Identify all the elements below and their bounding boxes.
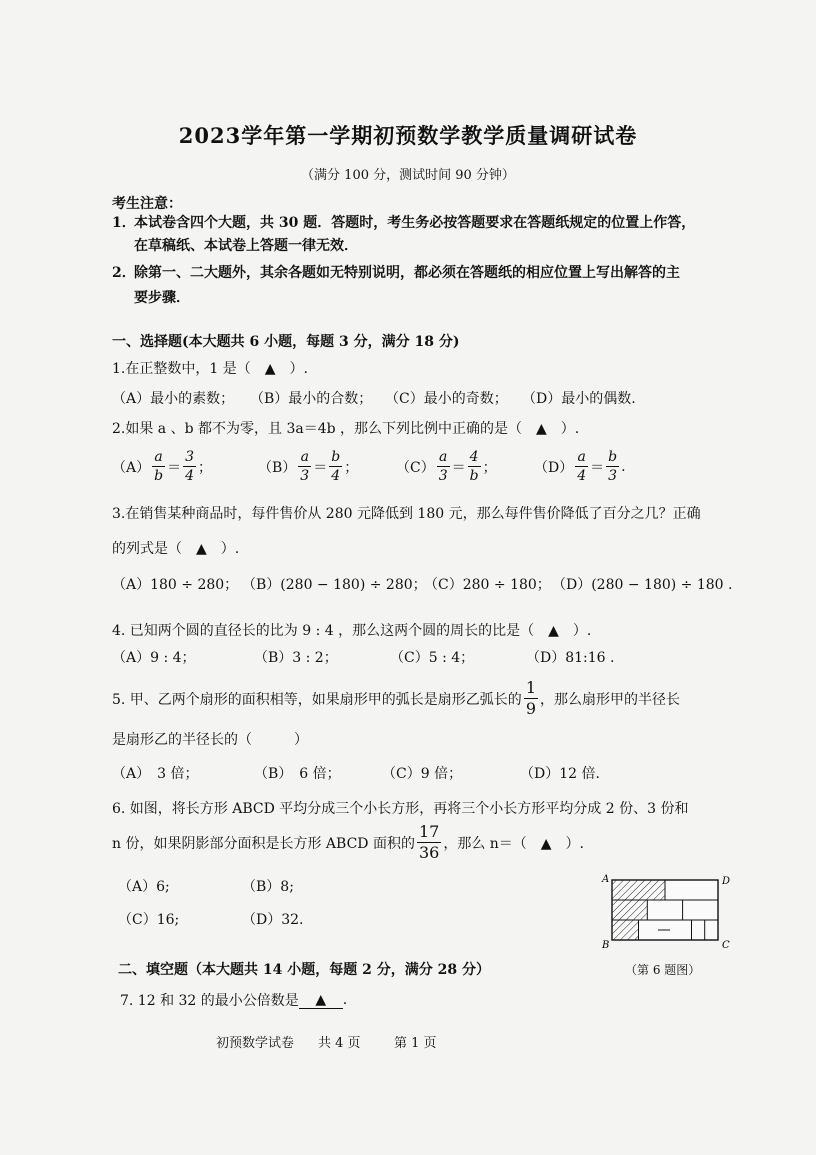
q3-line-1: 3.在销售某种商品时，每件售价从 280 元降低到 180 元，那么每件售价降低了百分之几？正确 xyxy=(112,506,701,522)
q5-option-c: （C）9 倍； xyxy=(382,766,463,782)
vertex-a: A xyxy=(602,874,610,885)
q2-b-rd: 4 xyxy=(331,468,341,484)
q2-c-left-fraction xyxy=(437,450,450,483)
notice-item-2-line2: 要步骤． xyxy=(134,290,190,306)
footer-paper-name: 初预数学试卷 xyxy=(216,1036,295,1051)
shaded-top-half xyxy=(612,880,665,900)
q2-b-ln: a xyxy=(300,449,309,465)
q7-end: . xyxy=(342,992,348,1008)
q6-line-2 xyxy=(112,824,584,861)
q7-stem: 7. 12 和 32 的最小公倍数是 xyxy=(120,993,299,1009)
q6-post: ，那么 n＝（ ▲ ）. xyxy=(443,835,585,852)
q5-line-1 xyxy=(112,680,680,717)
q2-a-right-fraction xyxy=(183,450,196,483)
q2-d-rn: b xyxy=(608,449,618,465)
q1-option-c: （C）最小的奇数； xyxy=(385,391,508,407)
q5-pre: 5. 甲、乙两个扇形的面积相等，如果扇形甲的弧长是扇形乙弧长的 xyxy=(112,691,522,708)
q2-b-equals: ＝ xyxy=(313,459,328,476)
footer-page-number: 第 1 页 xyxy=(394,1036,437,1051)
q6-fraction xyxy=(417,824,441,861)
page-subtitle: （满分 100 分，测试时间 90 分钟） xyxy=(301,168,515,183)
q5-post: ，那么扇形甲的半径长 xyxy=(540,691,680,708)
q2-a-end: ； xyxy=(198,459,213,476)
q7 xyxy=(120,990,347,1010)
q2-c-ld: 3 xyxy=(438,468,448,484)
vertex-d: D xyxy=(722,876,731,887)
q5-option-b: （B） 6 倍； xyxy=(254,766,341,782)
q2-b-ld: 3 xyxy=(300,468,310,484)
q6-figure-caption: （第 6 题图） xyxy=(625,963,701,977)
q2-c-end: ； xyxy=(482,459,497,476)
q2-option-b xyxy=(258,450,358,483)
q2-d-left-fraction xyxy=(575,450,588,483)
section-1-heading: 一、选择题(本大题共 6 小题，每题 3 分，满分 18 分) xyxy=(112,334,460,350)
q3-option-d: （D）(280 − 180) ÷ 180 . xyxy=(552,577,733,593)
q2-c-ln: a xyxy=(439,449,448,465)
q2-option-c-label: （C） xyxy=(396,459,435,476)
q2-option-c xyxy=(396,450,497,483)
vertex-b: B xyxy=(602,940,610,950)
notice-item-1-line2: 在草稿纸、本试卷上答题一律无效． xyxy=(134,238,358,254)
q2-b-end: ； xyxy=(344,459,359,476)
q1-option-b: （B）最小的合数； xyxy=(250,391,373,407)
shaded-bottom-part xyxy=(612,920,639,940)
notice-item-2-line1: 除第一、二大题外，其余各题如无特别说明，都必须在答题纸的相应位置上写出解答的主 xyxy=(134,265,680,281)
q6-option-c: （C）16; xyxy=(118,912,180,928)
q1-option-a: （A）最小的素数； xyxy=(112,391,235,407)
q4-option-a: （A）9 : 4； xyxy=(112,650,196,666)
q2-a-left-fraction xyxy=(152,450,165,483)
q3-option-b: （B）(280 − 180) ÷ 280； xyxy=(242,577,427,593)
q6-pre: n 份，如果阴影部分面积是长方形 ABCD 面积的 xyxy=(112,835,415,852)
q2-d-end: . xyxy=(621,458,626,475)
q7-answer-blank: ▲ xyxy=(299,992,343,1009)
notice-item-2-num: 2． xyxy=(112,265,136,281)
q2-c-equals: ＝ xyxy=(451,459,466,476)
q4-option-d: （D）81:16 . xyxy=(526,650,615,666)
q3-option-c: （C）280 ÷ 180； xyxy=(424,577,551,593)
q2-option-a-label: （A） xyxy=(112,459,151,476)
q2-option-a xyxy=(112,450,212,483)
q1-option-d: （D）最小的偶数. xyxy=(522,391,636,407)
q2-c-right-fraction xyxy=(468,450,481,483)
q6-line-1: 6. 如图，将长方形 ABCD 平均分成三个小长方形，再将三个小长方形平均分成 2 份、3 份和 xyxy=(112,801,689,817)
q6-option-b: （B）8; xyxy=(242,879,294,895)
section-2-heading: 二、填空题（本大题共 14 小题，每题 2 分，满分 28 分） xyxy=(118,962,490,978)
footer-total-pages: 共 4 页 xyxy=(318,1036,361,1051)
q6-figure xyxy=(598,870,738,950)
q5-line-2: 是扇形乙的半径长的（ ） xyxy=(112,732,308,748)
q2-b-rn: b xyxy=(331,449,341,465)
q6-fd: 36 xyxy=(418,843,440,862)
q2-option-b-label: （B） xyxy=(258,459,297,476)
q2-a-ld: b xyxy=(154,468,164,484)
q5-option-a: （A） 3 倍； xyxy=(112,766,199,782)
q2-option-d xyxy=(534,450,626,483)
q5-fraction xyxy=(524,680,538,717)
q6-fn: 17 xyxy=(418,822,440,841)
notice-heading: 考生注意： xyxy=(112,196,182,212)
q2-stem: 2.如果 a 、b 都不为零，且 3a＝4b ，那么下列比例中正确的是（ ▲ ）. xyxy=(112,421,580,437)
q2-a-rd: 4 xyxy=(185,468,195,484)
q2-d-ld: 4 xyxy=(577,468,587,484)
q2-a-equals: ＝ xyxy=(167,459,182,476)
vertex-c: C xyxy=(722,940,730,950)
q6-option-a: （A）6; xyxy=(118,879,170,895)
q6-option-d: （D）32. xyxy=(242,912,304,928)
notice-item-1-num: 1． xyxy=(112,215,136,231)
q2-b-left-fraction xyxy=(298,450,311,483)
q2-a-rn: 3 xyxy=(185,449,195,465)
q1-stem: 1.在正整数中，1 是（ ▲ ）. xyxy=(112,361,308,377)
q3-line-2: 的列式是（ ▲ ）. xyxy=(112,541,240,557)
q2-d-equals: ＝ xyxy=(590,459,605,476)
q4-option-b: （B）3 : 2； xyxy=(254,650,338,666)
q4-stem: 4. 已知两个圆的直径长的比为 9 : 4 ，那么这两个圆的周长的比是（ ▲ ）. xyxy=(112,623,592,639)
shaded-middle-third xyxy=(612,900,647,920)
q4-option-c: （C）5 : 4； xyxy=(390,650,475,666)
q2-c-rn: 4 xyxy=(469,449,479,465)
q3-option-a: （A）180 ÷ 280； xyxy=(112,577,239,593)
q2-d-ln: a xyxy=(577,449,586,465)
q2-option-d-label: （D） xyxy=(534,459,574,476)
q2-d-rd: 3 xyxy=(608,468,618,484)
q2-a-ln: a xyxy=(154,449,163,465)
q5-fd: 9 xyxy=(525,699,536,718)
q2-d-right-fraction xyxy=(606,450,619,483)
q2-b-right-fraction xyxy=(329,450,342,483)
q5-fn: 1 xyxy=(525,678,536,697)
q5-option-d: （D）12 倍. xyxy=(520,766,600,782)
q2-c-rd: b xyxy=(469,468,479,484)
page-title: 2023学年第一学期初预数学教学质量调研试卷 xyxy=(178,123,638,148)
notice-item-1-line1: 本试卷含四个大题，共 30 题．答题时，考生务必按答题要求在答题纸规定的位置上作答， xyxy=(134,215,696,231)
